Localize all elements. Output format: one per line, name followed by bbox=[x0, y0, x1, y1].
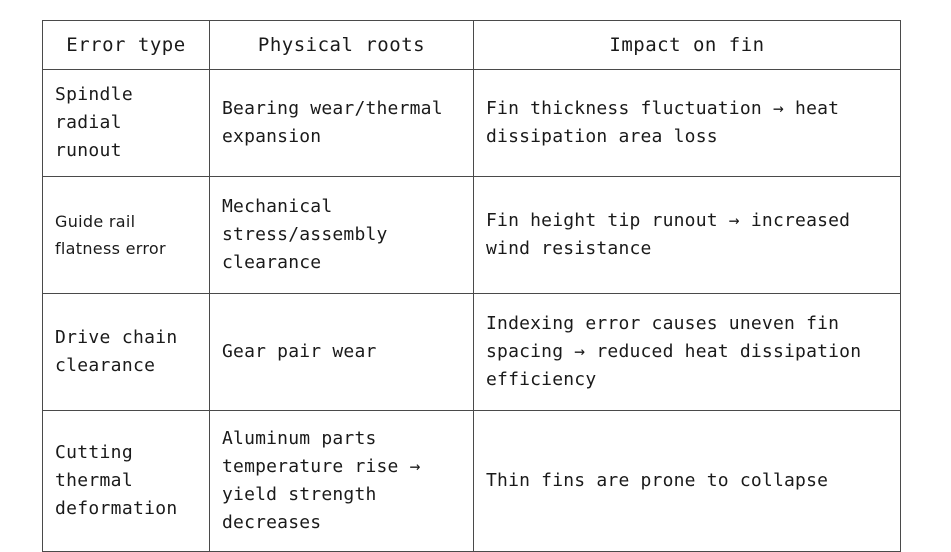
cell-physical-roots: Aluminum parts temperature rise → yield strength decreases bbox=[210, 411, 474, 552]
column-header-physical-roots: Physical roots bbox=[210, 21, 474, 70]
error-analysis-table bbox=[42, 20, 901, 552]
table-row bbox=[43, 411, 901, 552]
cell-error-type: Spindle radial runout bbox=[43, 70, 210, 177]
cell-error-type: Cutting thermal deformation bbox=[43, 411, 210, 552]
table-header-row bbox=[43, 21, 901, 70]
cell-error-type: Guide rail flatness error bbox=[43, 177, 210, 294]
table-row bbox=[43, 294, 901, 411]
cell-impact-on-fin: Thin fins are prone to collapse bbox=[474, 411, 901, 552]
column-header-impact-on-fin: Impact on fin bbox=[474, 21, 901, 70]
cell-impact-on-fin: Fin height tip runout → increased wind resistance bbox=[474, 177, 901, 294]
table-row bbox=[43, 177, 901, 294]
table-body bbox=[43, 70, 901, 552]
cell-physical-roots: Bearing wear/thermal expansion bbox=[210, 70, 474, 177]
cell-physical-roots: Mechanical stress/assembly clearance bbox=[210, 177, 474, 294]
column-header-error-type: Error type bbox=[43, 21, 210, 70]
cell-impact-on-fin: Fin thickness fluctuation → heat dissipation area loss bbox=[474, 70, 901, 177]
table-header bbox=[43, 21, 901, 70]
cell-physical-roots: Gear pair wear bbox=[210, 294, 474, 411]
table-row bbox=[43, 70, 901, 177]
cell-error-type: Drive chain clearance bbox=[43, 294, 210, 411]
cell-impact-on-fin: Indexing error causes uneven fin spacing → reduced heat dissipation efficiency bbox=[474, 294, 901, 411]
